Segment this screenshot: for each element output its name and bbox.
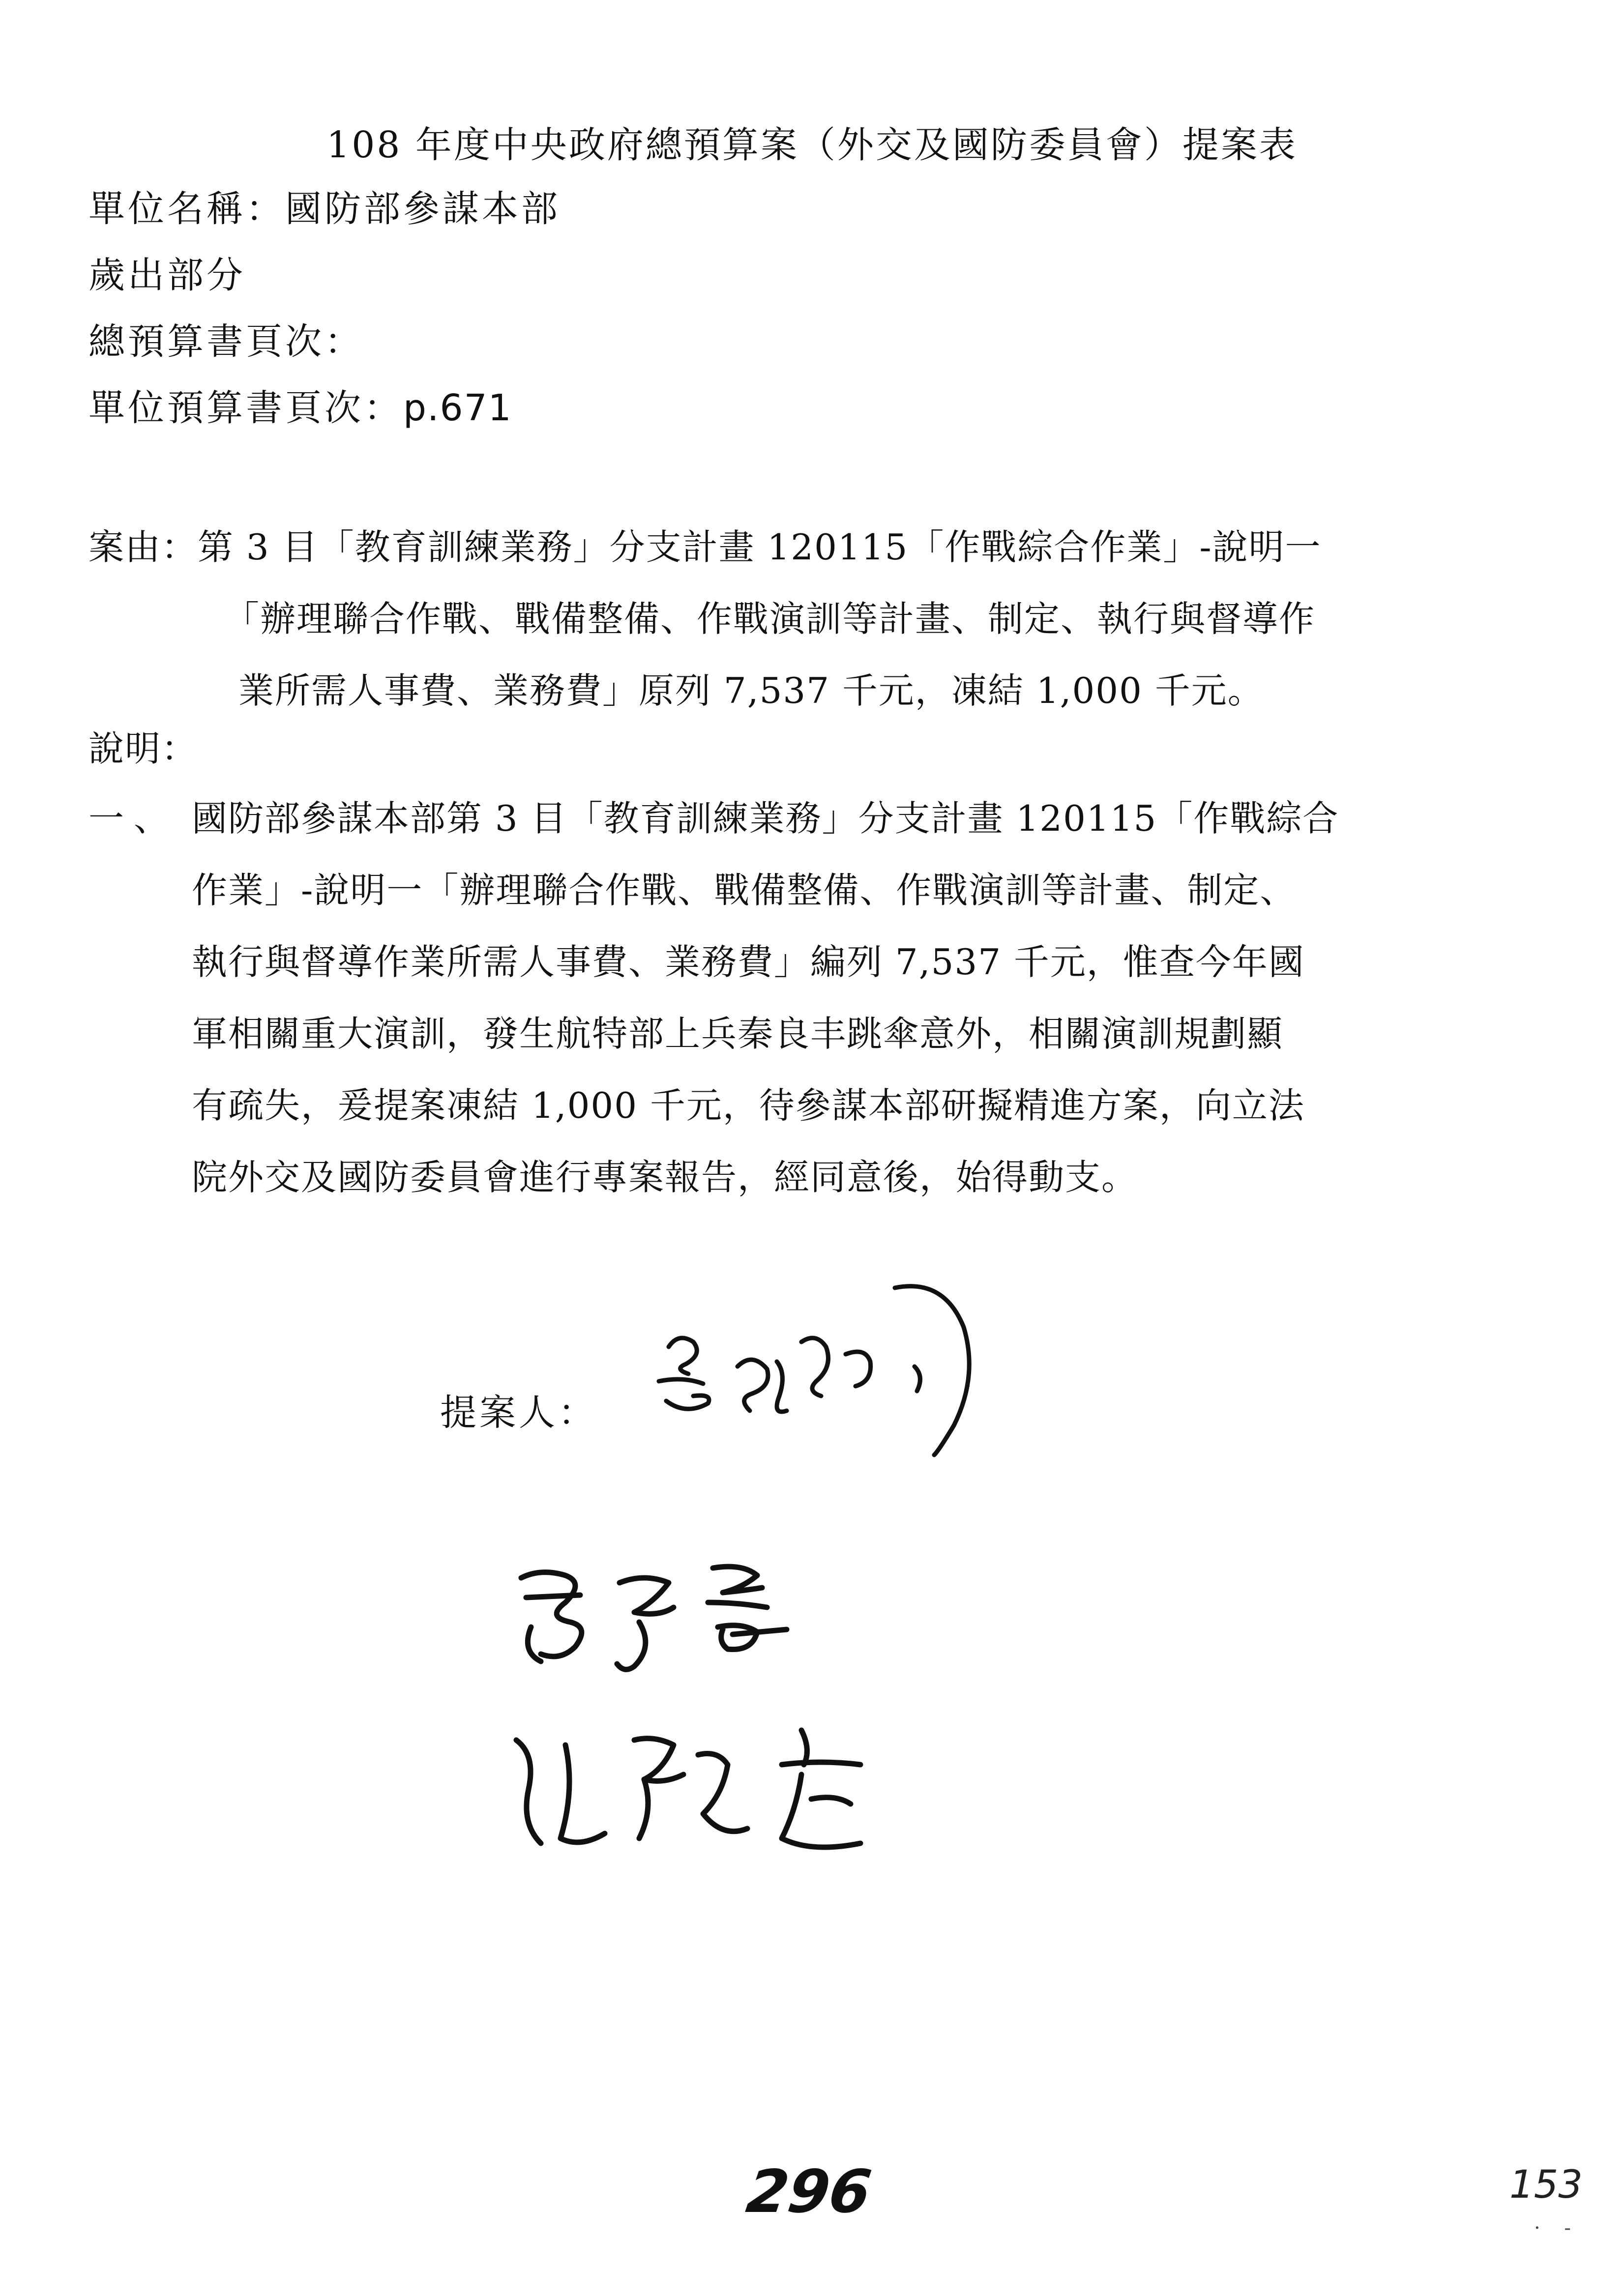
explanation-item-line: 國防部參謀本部第 3 目「教育訓練業務」分支計畫 120115「作戰綜合 xyxy=(192,798,1339,839)
explanation-item-line: 院外交及國防委員會進行專案報告，經同意後，始得動支。 xyxy=(192,1157,1138,1198)
margin-marks: · - xyxy=(1534,2217,1580,2239)
side-page-number: 153 xyxy=(1509,2163,1583,2207)
explanation-item-line: 有疏失，爰提案凍結 1,000 千元，待參謀本部研擬精進方案，向立法 xyxy=(192,1085,1305,1126)
budget-section-line: 歲出部分 xyxy=(89,254,246,296)
handwritten-signature-1 xyxy=(639,1268,1013,1475)
unit-budget-page-line xyxy=(89,381,512,435)
page-number: 296 xyxy=(742,2158,876,2226)
unit-budget-page-label: 單位預算書頁次： xyxy=(89,387,403,429)
unit-budget-page-value: p.671 xyxy=(403,387,512,429)
explanation-heading: 說明： xyxy=(89,728,198,769)
document-title: 108 年度中央政府總預算案（外交及國防委員會）提案表 xyxy=(326,124,1298,166)
unit-name-line: 單位名稱：國防部參謀本部 xyxy=(89,188,561,230)
case-line-1: 案由：第 3 目「教育訓練業務」分支計畫 120115「作戰綜合作業」-說明一 xyxy=(89,526,1322,568)
proposer-label: 提案人： xyxy=(440,1392,597,1434)
explanation-item-number: 一、 xyxy=(89,798,179,839)
case-line-2: 「辦理聯合作戰、戰備整備、作戰演訓等計畫、制定、執行與督導作 xyxy=(224,598,1316,639)
explanation-item-line: 執行與督導作業所需人事費、業務費」編列 7,537 千元，惟查今年國 xyxy=(192,941,1305,983)
handwritten-signature-2 xyxy=(511,1548,826,1686)
total-budget-page-line: 總預算書頁次： xyxy=(89,320,364,363)
case-line-3: 業所需人事費、業務費」原列 7,537 千元，凍結 1,000 千元。 xyxy=(238,670,1264,711)
explanation-item-line: 軍相關重大演訓，發生航特部上兵秦良丰跳傘意外，相關演訓規劃顯 xyxy=(192,1013,1284,1054)
explanation-item-line: 作業」-說明一「辦理聯合作戰、戰備整備、作戰演訓等計畫、制定、 xyxy=(192,870,1297,911)
handwritten-signature-3 xyxy=(506,1711,910,1873)
